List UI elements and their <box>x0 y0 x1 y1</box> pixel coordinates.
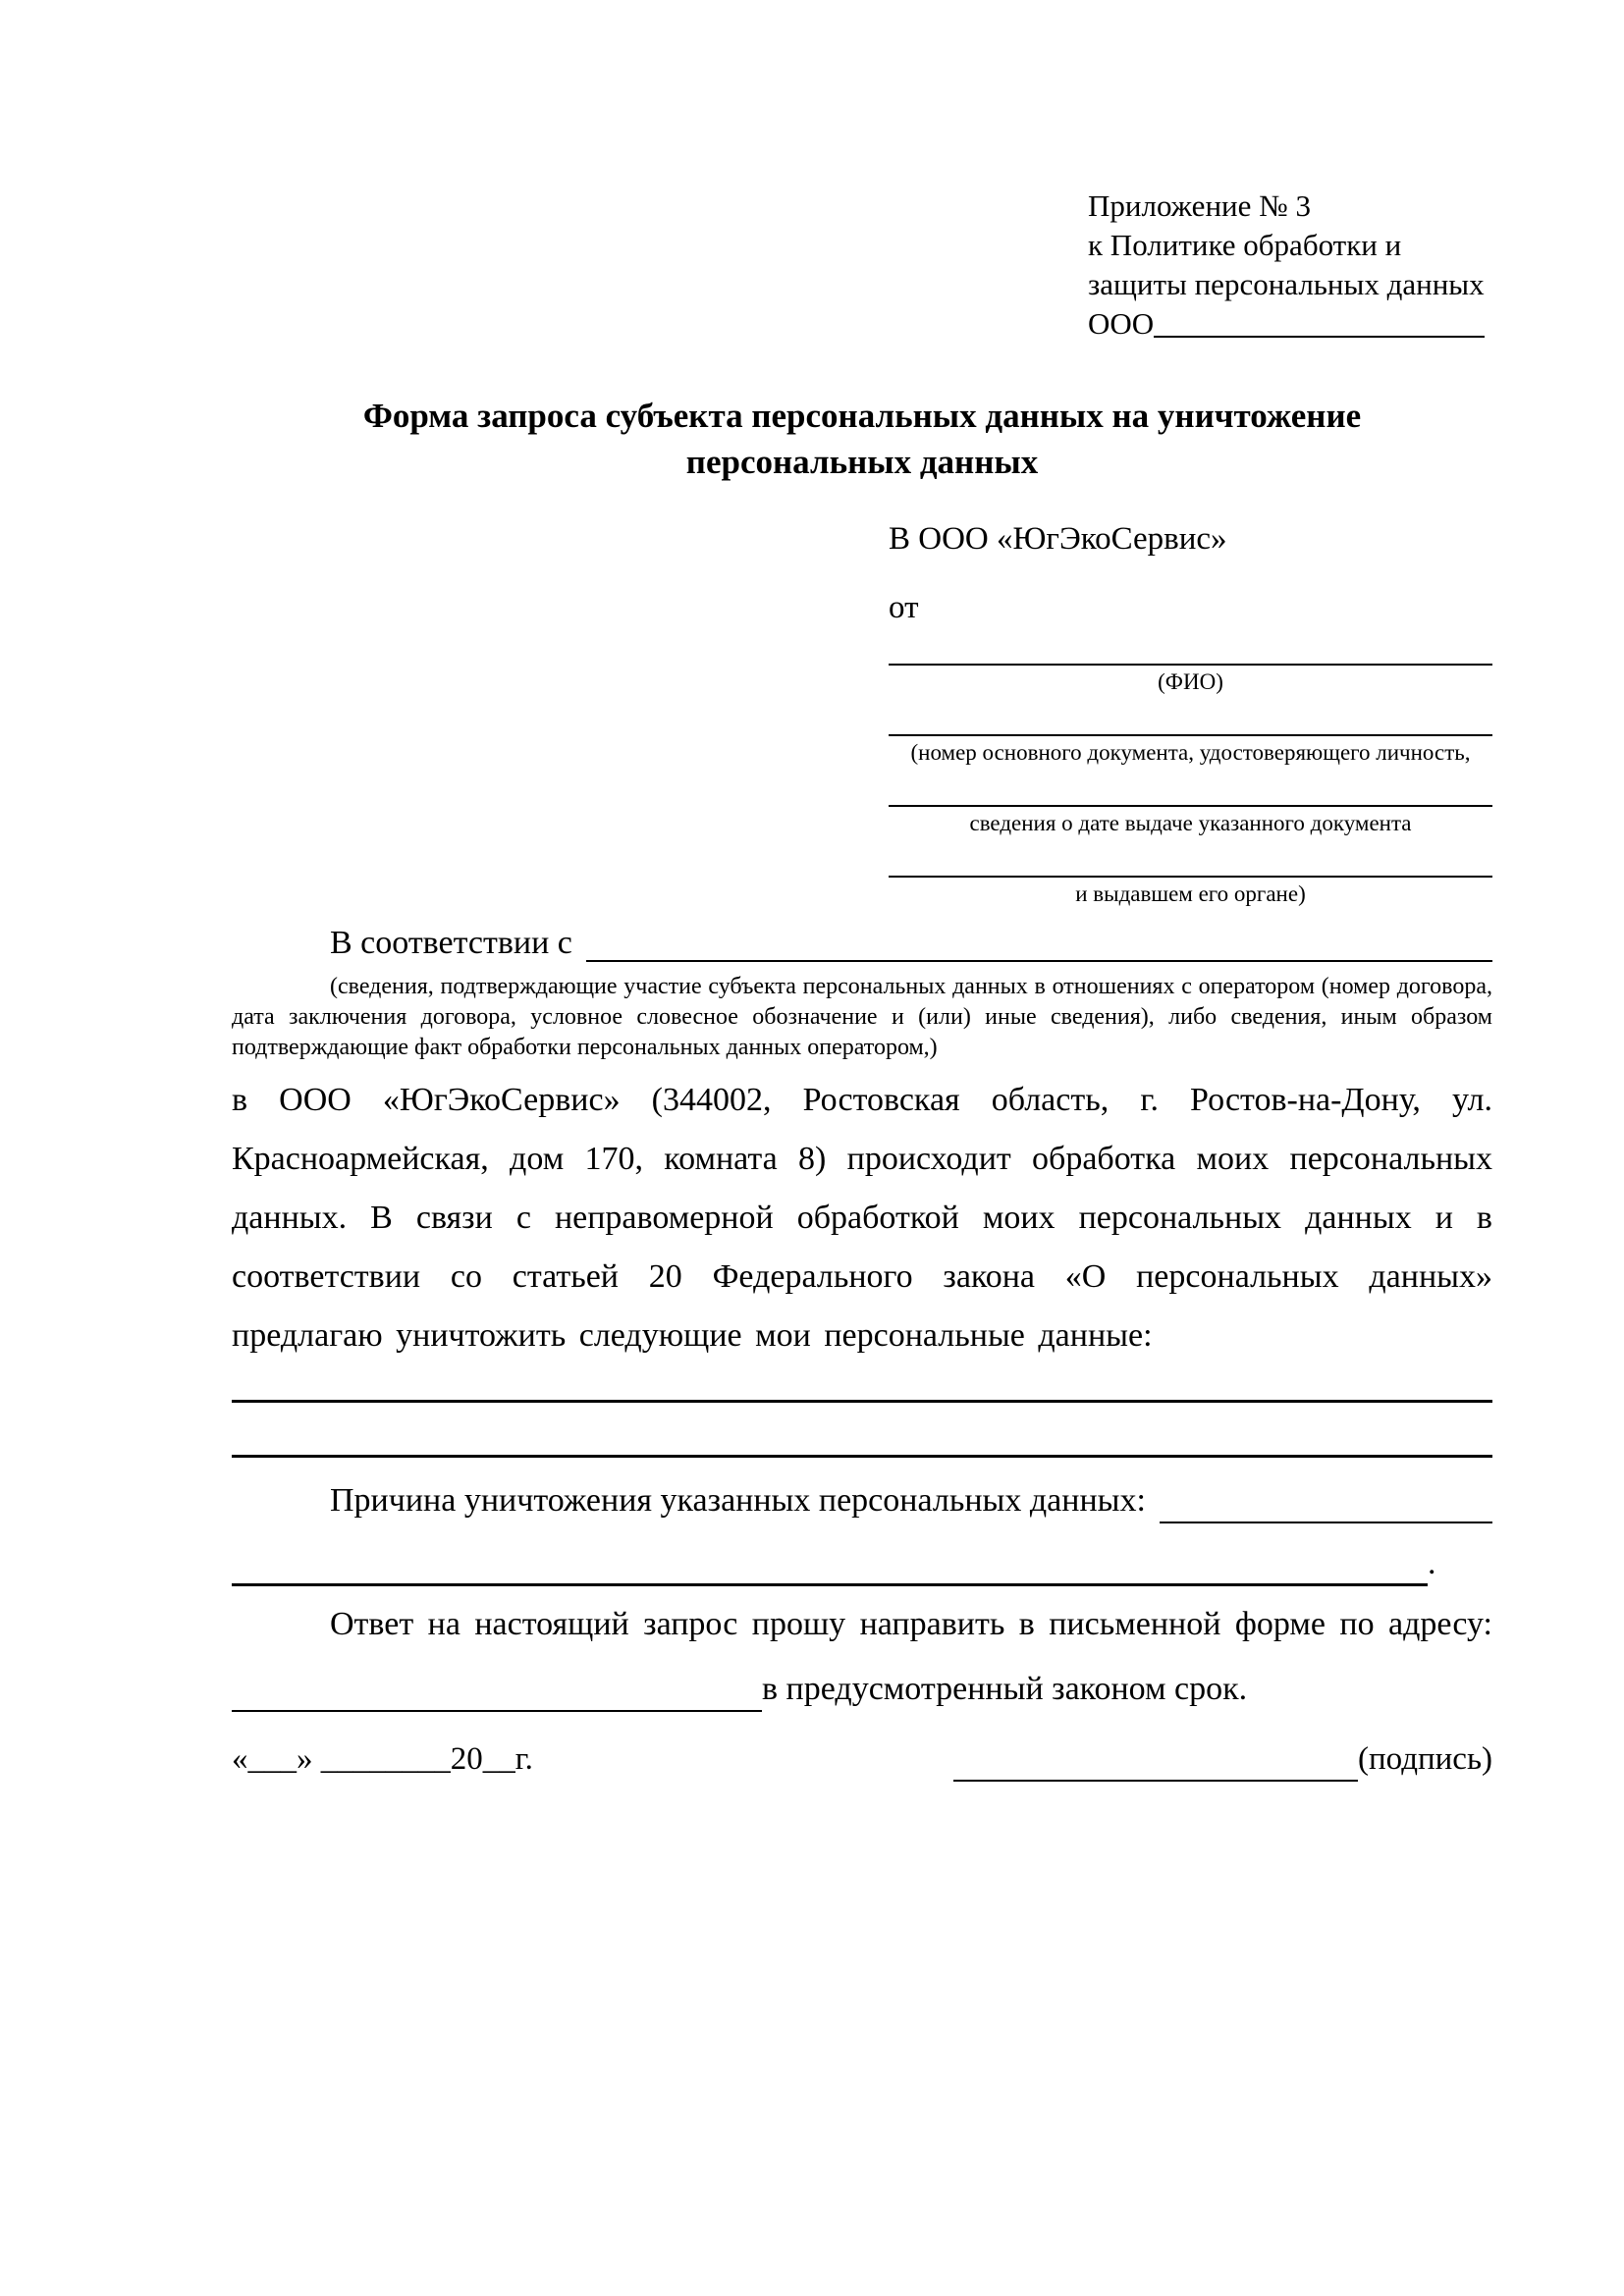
annex-line-2: к Политике обработки и <box>1088 228 1402 262</box>
reason-row <box>232 1471 1492 1530</box>
annex-line-3: защиты персональных данных <box>1088 267 1485 301</box>
date-line: «___» ________20__г. <box>232 1741 533 1777</box>
reason-label: Причина уничтожения указанных персональных данных: <box>330 1482 1146 1519</box>
annex-ooo-row <box>1088 304 1485 344</box>
document-title: Форма запроса субъекта персональных данных на уничтожение персональных данных <box>362 397 1362 481</box>
annex-ooo-blank-line <box>1154 336 1485 338</box>
main-paragraph: в ООО «ЮгЭкоСервис» (344002, Ростовская область, г. Ростов-на-Дону, ул. Красноармейская, дом 170, комната 8) происходит обработка моих персональных данных. В связи с неправомерной обработкой моих персональных данных и в соответствии со статьей 20 Федерального закона «О персональных данных» предлагаю уничтожить следующие мои персональные данные: <box>232 1082 1492 1354</box>
annex-line-1: Приложение № 3 <box>1088 188 1311 223</box>
address-row <box>232 1658 1492 1719</box>
body-content <box>232 921 1492 1719</box>
accordance-row <box>232 921 1492 966</box>
accordance-note: (сведения, подтверждающие участие субъекта персональных данных в отношениях с оператором (номер договора, дата заключения договора, условное словесное обозначение и (или) иные сведения), либо сведения, иным образом подтверждающие факт обработки персональных данных оператором,) <box>232 974 1492 1060</box>
signature-blank-line <box>953 1780 1358 1782</box>
caption-issuing-authority: и выдавшем его органе) <box>1075 881 1306 906</box>
reason-terminator: . <box>1428 1545 1436 1581</box>
caption-document-number: (номер основного документа, удостоверяющего личность, <box>910 740 1471 765</box>
footer-row <box>232 1730 1492 1789</box>
addressee-block <box>889 518 1492 907</box>
caption-issue-date: сведения о дате выдаче указанного документа <box>969 811 1412 835</box>
signature-caption: (подпись) <box>1358 1741 1492 1777</box>
answer-suffix: в предусмотренный законом срок. <box>762 1671 1248 1707</box>
blank-line-issuing-authority <box>889 836 1492 878</box>
blank-line-fio <box>889 628 1492 666</box>
reason-blank-line-2 <box>232 1583 1428 1586</box>
addressee-to: В ООО «ЮгЭкоСервис» <box>889 521 1227 557</box>
title-wrap <box>232 393 1492 485</box>
blank-line-data-2 <box>232 1403 1492 1458</box>
accordance-prefix: В соответствии с <box>330 925 572 961</box>
blank-line-data-1 <box>232 1365 1492 1403</box>
annex-block <box>1088 187 1485 344</box>
address-blank-line <box>232 1710 762 1712</box>
answer-paragraph: Ответ на настоящий запрос прошу направить в письменной форме по адресу: <box>330 1606 1492 1642</box>
reason-continuation-row <box>232 1532 1492 1593</box>
caption-fio: (ФИО) <box>1158 669 1223 694</box>
signature-group <box>953 1730 1492 1789</box>
annex-ooo-label: ООО <box>1088 306 1155 341</box>
accordance-blank-line <box>586 960 1492 962</box>
blank-line-document-number <box>889 695 1492 736</box>
reason-blank-line <box>1160 1522 1492 1523</box>
addressee-from-label: от <box>889 590 919 625</box>
blank-line-issue-date <box>889 766 1492 807</box>
